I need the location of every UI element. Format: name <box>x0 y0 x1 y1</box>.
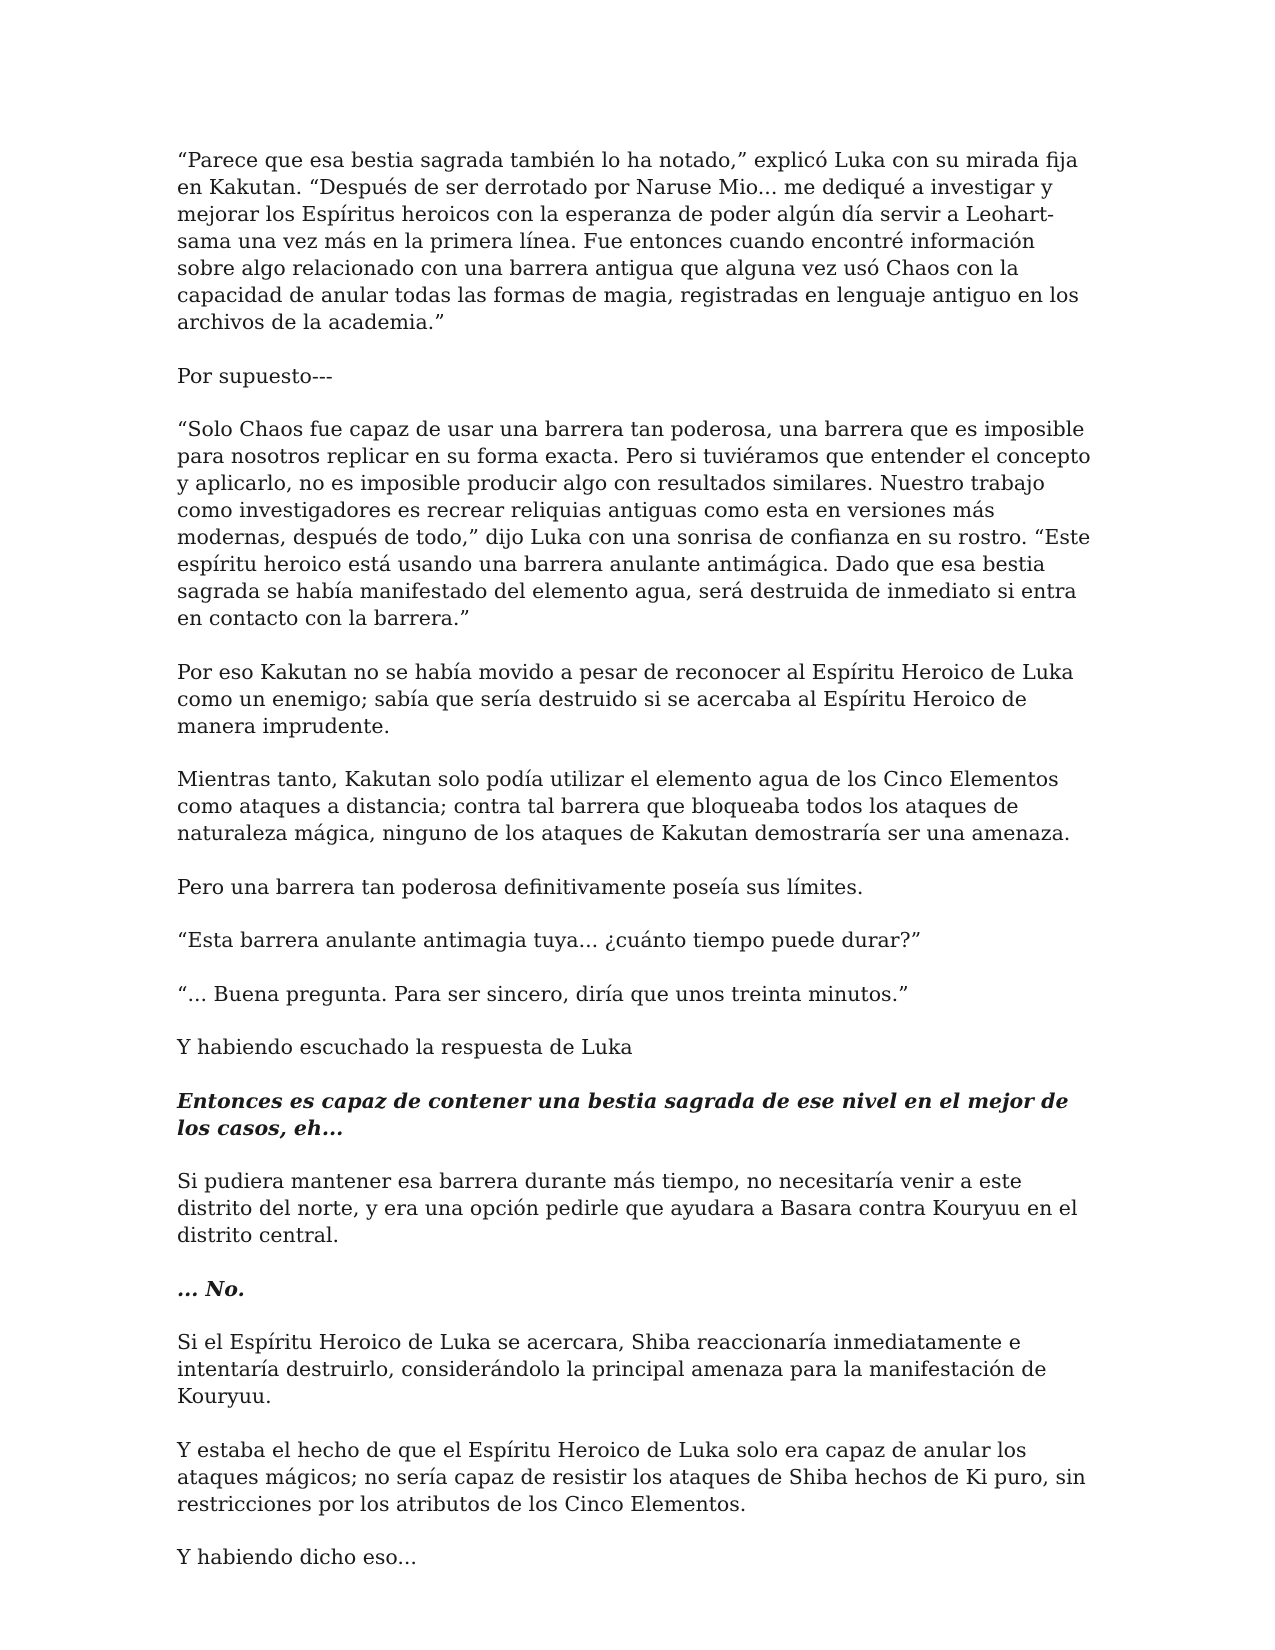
paragraph-thought-contener: Entonces es capaz de contener una bestia sagrada de ese nivel en el mejor de los casos, eh... <box>177 1088 1069 1140</box>
paragraph-mientras-tanto: Mientras tanto, Kakutan solo podía utilizar el elemento agua de los Cinco Elementos como ataques a distancia; contra tal barrera que bloqueaba todos los ataques de naturaleza mágica, ninguno de los ataques de Kakutan demostraría ser una amenaza. <box>177 767 1071 845</box>
paragraph-kakutan-no-movido: Por eso Kakutan no se había movido a pesar de reconocer al Espíritu Heroico de Luka como un enemigo; sabía que sería destruido si se acercaba al Espíritu Heroico de manera imprudente. <box>177 659 1074 738</box>
paragraph-habiendo-dicho: Y habiendo dicho eso... <box>177 1545 417 1569</box>
paragraph-pregunta-duracion: “Esta barrera anulante antimagia tuya... ¿cuánto tiempo puede durar?” <box>177 928 922 952</box>
paragraph-luka-explanation: “Parece que esa bestia sagrada también lo ha notado,” explicó Luka con su mirada fija en Kakutan. “Después de ser derrotado por Naruse Mio... me dediqué a investigar y mejorar los Espíritus heroicos con la esperanza de poder algún día servir a Leohart-sama una vez más en la primera línea. Fue entonces cuando encontré información sobre algo relacionado con una barrera antigua que alguna vez usó Chaos con la capacidad de anular todas las formas de magia, registradas en lenguaje antiguo en los archivos de la academia.” <box>177 148 1079 334</box>
paragraph-respuesta-luka: Y habiendo escuchado la respuesta de Luka <box>177 1035 633 1059</box>
paragraph-mantener-barrera: Si pudiera mantener esa barrera durante más tiempo, no necesitaría venir a este distrito del norte, y era una opción pedirle que ayudara a Basara contra Kouryuu en el distrito central. <box>177 1169 1078 1247</box>
document-page <box>177 147 1097 1598</box>
paragraph-ki-puro: Y estaba el hecho de que el Espíritu Heroico de Luka solo era capaz de anular los ataques mágicos; no sería capaz de resistir los ataques de Shiba hechos de Ki puro, sin restricciones por los atributos de los Cinco Elementos. <box>177 1437 1086 1516</box>
paragraph-limites: Pero una barrera tan poderosa definitivamente poseía sus límites. <box>177 874 864 899</box>
paragraph-shiba-reaccionaria: Si el Espíritu Heroico de Luka se acercara, Shiba reaccionaría inmediatamente e intentaría destruirlo, considerándolo la principal amenaza para la manifestación de Kouryuu. <box>177 1330 1047 1408</box>
paragraph-respuesta-treinta: “... Buena pregunta. Para ser sincero, diría que unos treinta minutos.” <box>177 981 909 1006</box>
paragraph-por-supuesto: Por supuesto--- <box>177 363 333 388</box>
paragraph-solo-chaos: “Solo Chaos fue capaz de usar una barrera tan poderosa, una barrera que es imposible para nosotros replicar en su forma exacta. Pero si tuviéramos que entender el concepto y aplicarlo, no es imposible producir algo con resultados similares. Nuestro trabajo como investigadores es recrear reliquias antiguas como esta en versiones más modernas, después de todo,” dijo Luka con una sonrisa de confianza en su rostro. “Este espíritu heroico está usando una barrera anulante antimágica. Dado que esa bestia sagrada se había manifestado del elemento agua, será destruida de inmediato si entra en contacto con la barrera.” <box>177 417 1091 630</box>
paragraph-thought-no: ... No. <box>177 1276 245 1301</box>
